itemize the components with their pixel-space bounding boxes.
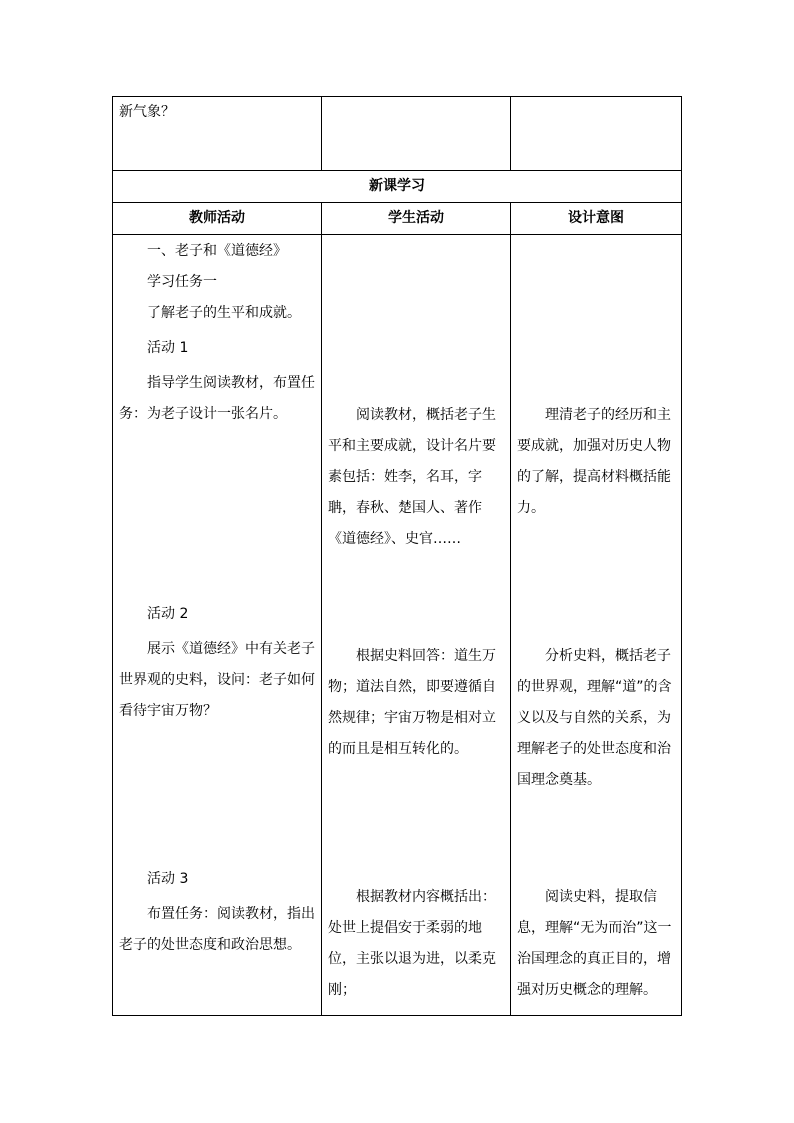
header-teacher: 教师活动 xyxy=(113,203,322,235)
activity1-label: 活动 1 xyxy=(147,340,189,356)
activity1-intent-text: 理清老子的经历和主要成就，加强对历史人物的了解，提高材料概括能力。 xyxy=(517,407,671,516)
empty-cell xyxy=(511,97,682,171)
task-description: 了解老子的生平和成就。 xyxy=(147,305,301,321)
activity3-label: 活动 3 xyxy=(147,871,189,887)
question-tail-text: 新气象？ xyxy=(119,104,175,120)
activity3-student-text: 根据教材内容概括出：处世上提倡安于柔弱的地位，主张以退为进，以柔克刚； xyxy=(328,889,496,998)
section-title: 新课学习 xyxy=(113,171,682,203)
header-row xyxy=(113,203,682,235)
activity1-teacher-text: 指导学生阅读教材，布置任务：为老子设计一张名片。 xyxy=(119,375,315,422)
section-row xyxy=(113,171,682,203)
content-row xyxy=(113,235,682,1016)
question-cell xyxy=(113,97,322,171)
activity3-teacher-text: 布置任务：阅读教材，指出老子的处世态度和政治思想。 xyxy=(119,906,315,953)
empty-cell xyxy=(322,97,511,171)
activity1-student-text: 阅读教材，概括老子生平和主要成就，设计名片要素包括：姓李，名耳，字聃，春秋、楚国人、著作《道德经》、史官…… xyxy=(328,407,496,547)
lesson-plan-table xyxy=(112,96,682,1016)
student-activity-cell xyxy=(322,235,511,1016)
activity2-label: 活动 2 xyxy=(147,606,189,622)
activity2-student-text: 根据史料回答：道生万物；道法自然，即要遵循自然规律；宇宙万物是相对立的而且是相互转化的。 xyxy=(328,648,496,757)
section-heading: 一、老子和《道德经》 xyxy=(147,243,287,259)
teacher-activity-cell xyxy=(113,235,322,1016)
header-intent: 设计意图 xyxy=(511,203,682,235)
activity3-intent-text: 阅读史料，提取信息，理解“无为而治”这一治国理念的真正目的，增强对历史概念的理解。 xyxy=(517,889,672,998)
activity2-intent-text: 分析史料，概括老子的世界观，理解“道”的含义以及与自然的关系，为理解老子的处世态度和治国理念奠基。 xyxy=(517,648,672,788)
task-label: 学习任务一 xyxy=(147,274,217,290)
design-intent-cell xyxy=(511,235,682,1016)
previous-row xyxy=(113,97,682,171)
header-student: 学生活动 xyxy=(322,203,511,235)
activity2-teacher-text: 展示《道德经》中有关老子世界观的史料，设问：老子如何看待宇宙万物？ xyxy=(119,641,315,719)
